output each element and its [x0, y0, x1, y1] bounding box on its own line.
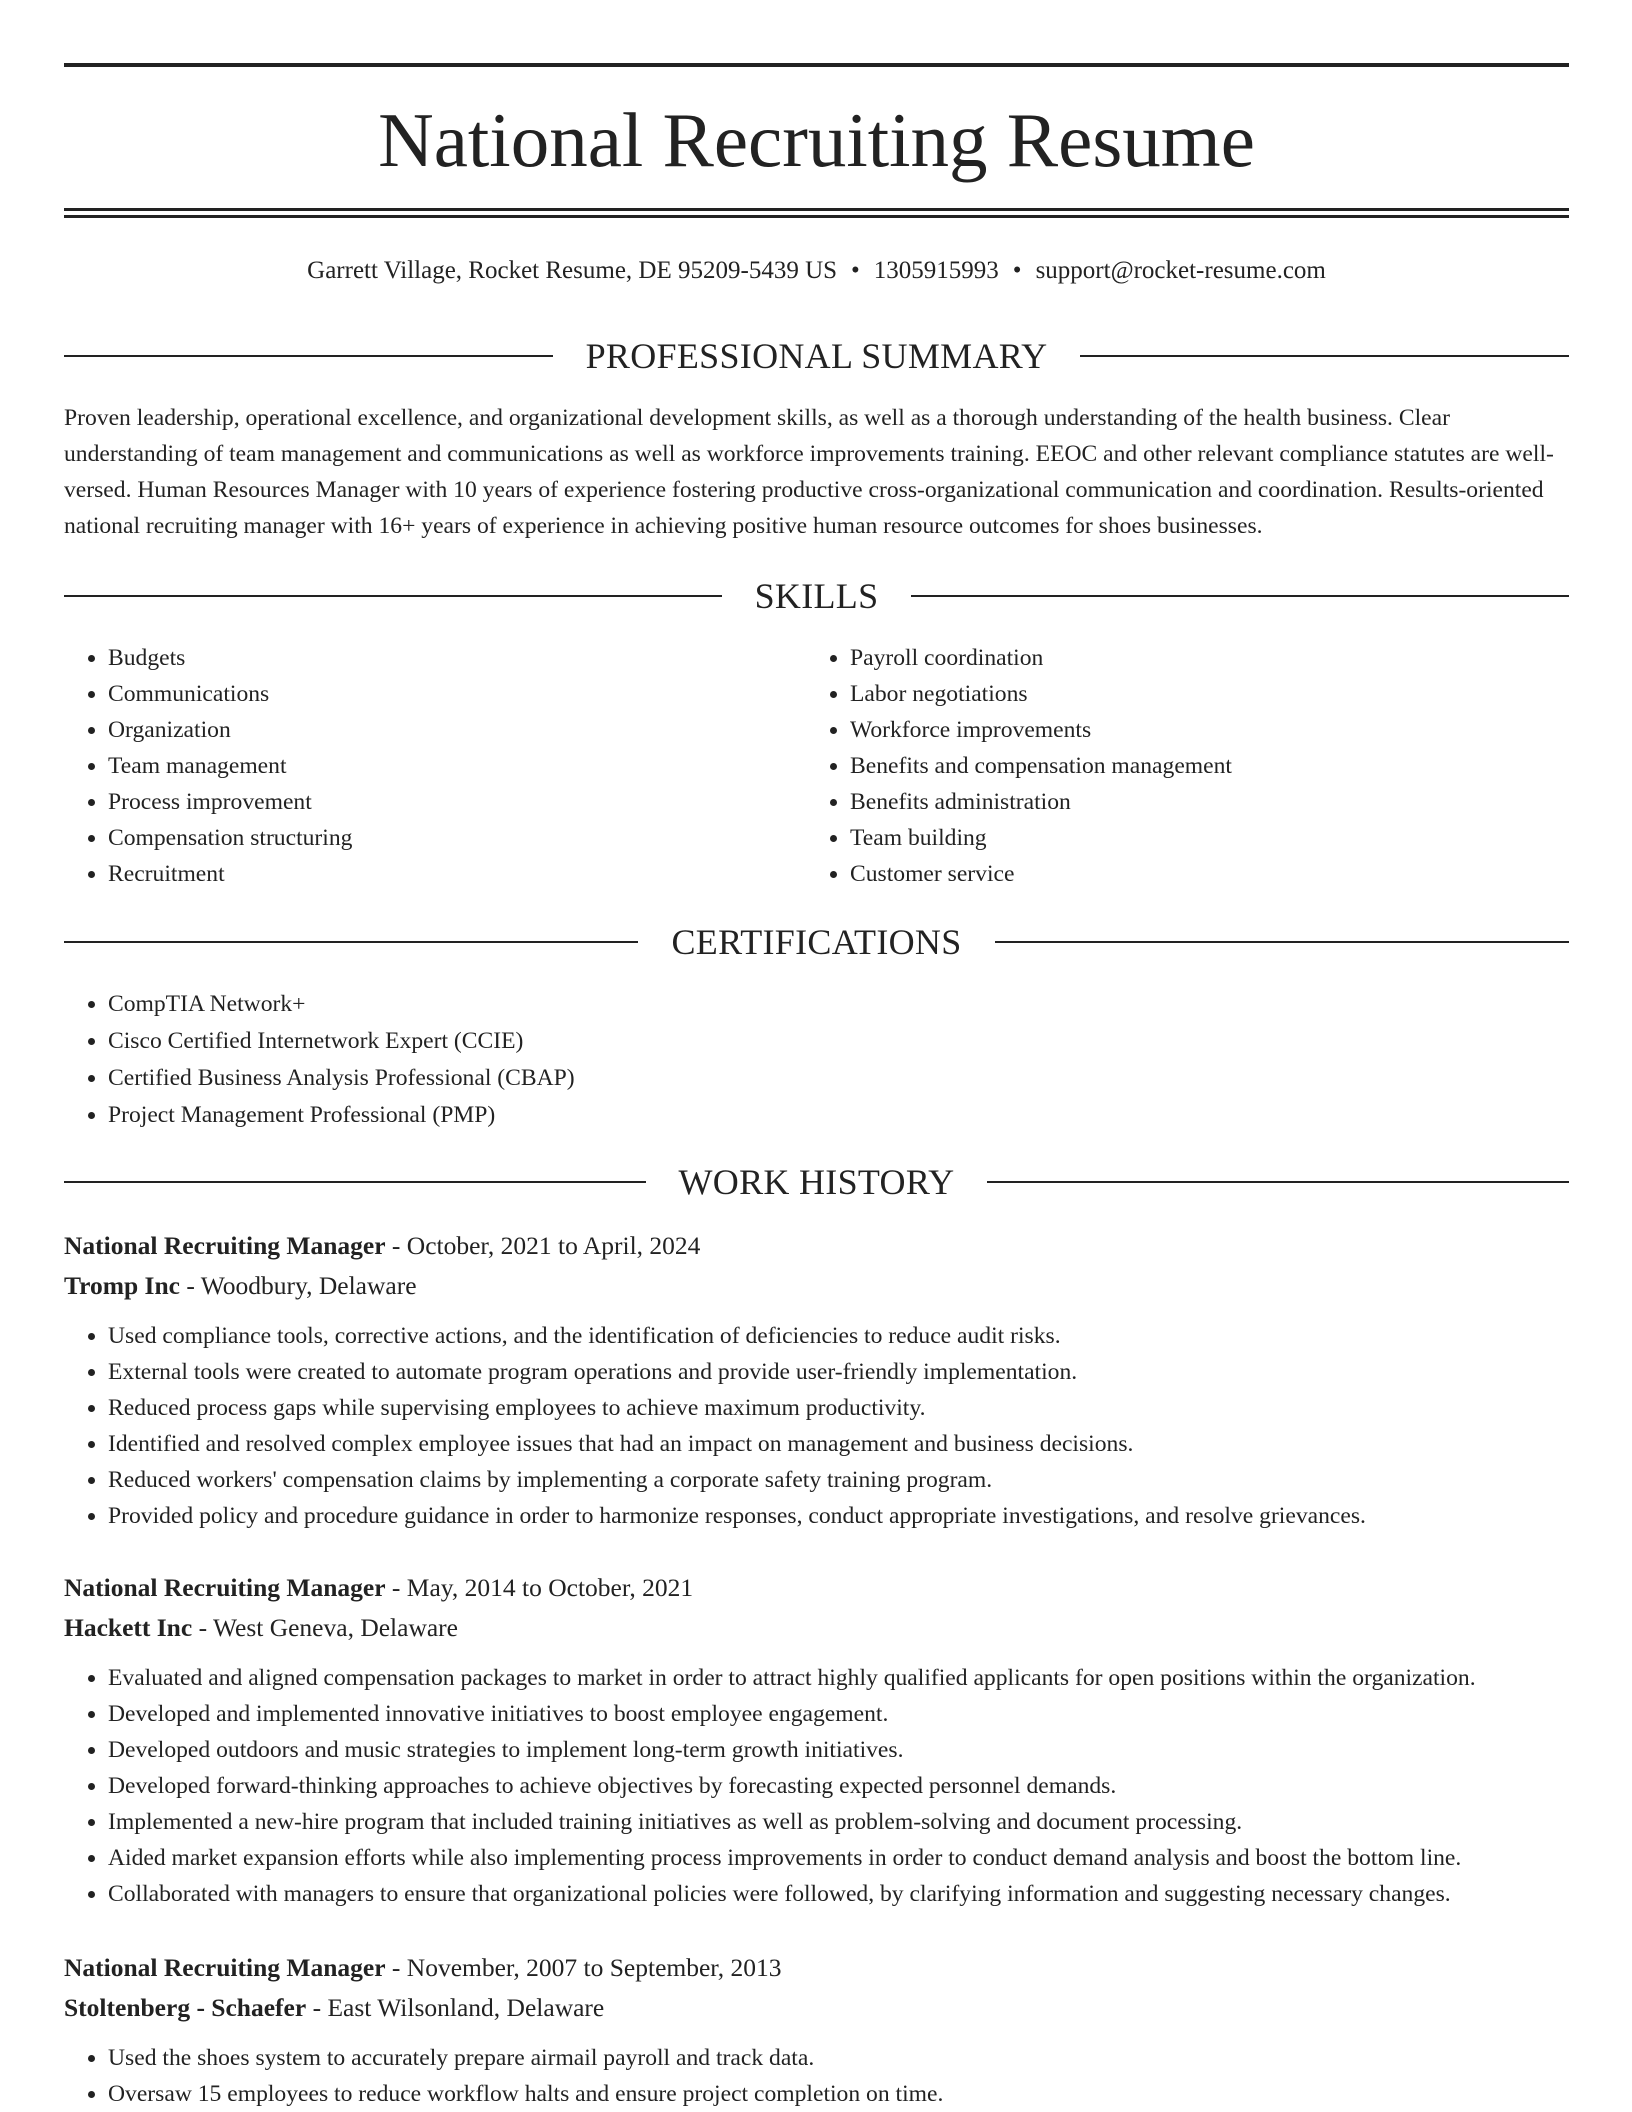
section-heading-certifications: [64, 920, 1569, 964]
job-company-line: [64, 1266, 1569, 1306]
job-duty: • Evaluated and aligned compensation packages to market in order to attract highly qualified applicants for open positions within the organization.: [108, 1660, 1569, 1696]
contact-line: [64, 254, 1569, 288]
job-entry: [64, 1948, 1569, 2112]
section-heading-work-history: [64, 1160, 1569, 1204]
job-location: - East Wilsonland, Delaware: [306, 1993, 605, 2022]
heading-rule: [64, 595, 722, 597]
certification-item: • Certified Business Analysis Professional (CBAP): [108, 1060, 575, 1097]
job-duty: • Oversaw 15 employees to reduce workflow halts and ensure project completion on time.: [108, 2076, 1569, 2112]
top-rule: [64, 63, 1569, 67]
certification-item: • Project Management Professional (PMP): [108, 1097, 575, 1134]
job-title-line: [64, 1226, 1569, 1266]
job-duties-list: [64, 2040, 1569, 2112]
skill-item: • Budgets: [108, 640, 352, 676]
skill-item: • Labor negotiations: [850, 676, 1232, 712]
skills-list: [806, 640, 1232, 892]
certifications-block: [64, 986, 575, 1134]
job-duty: • Developed forward-thinking approaches to achieve objectives by forecasting expected personnel demands.: [108, 1768, 1569, 1804]
job-location: - West Geneva, Delaware: [192, 1613, 458, 1642]
skill-item: • Team management: [108, 748, 352, 784]
skill-item: • Compensation structuring: [108, 820, 352, 856]
section-heading-skills: [64, 574, 1569, 618]
job-duties-list: [64, 1318, 1569, 1534]
skill-item: • Customer service: [850, 856, 1232, 892]
job-title: National Recruiting Manager: [64, 1953, 386, 1982]
job-duty: • Collaborated with managers to ensure that organizational policies were followed, by clarifying information and suggesting necessary changes.: [108, 1876, 1569, 1912]
job-title: National Recruiting Manager: [64, 1573, 386, 1602]
skill-item: • Payroll coordination: [850, 640, 1232, 676]
job-company: Tromp Inc: [64, 1271, 180, 1300]
heading-rule: [64, 941, 638, 943]
resume-title: National Recruiting Resume: [378, 97, 1255, 183]
certifications-list: [64, 986, 575, 1134]
job-duty: • External tools were created to automate program operations and provide user-friendly implementation.: [108, 1354, 1569, 1390]
job-company: Hackett Inc: [64, 1613, 193, 1642]
job-location: - Woodbury, Delaware: [179, 1271, 417, 1300]
job-company: Stoltenberg - Schaefer: [64, 1993, 307, 2022]
summary-text: Proven leadership, operational excellence, and organizational development skills, as well as a thorough understanding of the health business. Clear understanding of team management and communications as well as workforce improvements training. EEOC and other relevant compliance statutes are well-versed. Human Resources Manager with 10 years of experience fostering productive cross-organizational communication and coordination. Results-oriented national recruiting manager with 16+ years of experience in achieving positive human resource outcomes for shoes businesses.: [64, 405, 1554, 539]
skill-item: • Team building: [850, 820, 1232, 856]
job-duty: • Reduced workers' compensation claims by implementing a corporate safety training program.: [108, 1462, 1569, 1498]
heading-rule: [1080, 355, 1569, 357]
job-dates: - November, 2007 to September, 2013: [385, 1953, 782, 1982]
skill-item: • Benefits administration: [850, 784, 1232, 820]
job-dates: - October, 2021 to April, 2024: [385, 1231, 701, 1260]
job-company-line: [64, 1988, 1569, 2028]
job-duty: • Developed outdoors and music strategies to implement long-term growth initiatives.: [108, 1732, 1569, 1768]
job-duty: • Provided policy and procedure guidance in order to harmonize responses, conduct appropriate investigations, and resolve grievances.: [108, 1498, 1569, 1534]
job-title-line: [64, 1568, 1569, 1608]
section-title: SKILLS: [754, 576, 879, 616]
section-title: PROFESSIONAL SUMMARY: [585, 336, 1048, 376]
heading-rule: [987, 1181, 1569, 1183]
job-title: National Recruiting Manager: [64, 1231, 386, 1260]
section-heading-summary: [64, 334, 1569, 378]
job-dates: - May, 2014 to October, 2021: [385, 1573, 694, 1602]
skill-item: • Process improvement: [108, 784, 352, 820]
certification-item: • CompTIA Network+: [108, 986, 575, 1023]
skills-column-right: [806, 640, 1232, 892]
job-entry: [64, 1226, 1569, 1534]
skills-column-left: [64, 640, 352, 892]
skill-item: • Workforce improvements: [850, 712, 1232, 748]
contact-email: support@rocket-resume.com: [1035, 257, 1326, 284]
title-double-rule: [64, 208, 1569, 218]
job-duty: • Aided market expansion efforts while also implementing process improvements in order to conduct demand analysis and boost the bottom line.: [108, 1840, 1569, 1876]
section-title: CERTIFICATIONS: [671, 922, 962, 962]
contact-address: Garrett Village, Rocket Resume, DE 95209-5439 US: [307, 257, 838, 284]
job-duty: • Reduced process gaps while supervising employees to achieve maximum productivity.: [108, 1390, 1569, 1426]
heading-rule: [64, 1181, 646, 1183]
skill-item: • Benefits and compensation management: [850, 748, 1232, 784]
job-duty: • Developed and implemented innovative initiatives to boost employee engagement.: [108, 1696, 1569, 1732]
heading-rule: [911, 595, 1569, 597]
skill-item: • Organization: [108, 712, 352, 748]
skills-list: [64, 640, 352, 892]
job-company-line: [64, 1608, 1569, 1648]
job-entry: [64, 1568, 1569, 1912]
job-duty: • Used the shoes system to accurately prepare airmail payroll and track data.: [108, 2040, 1569, 2076]
job-duty: • Identified and resolved complex employee issues that had an impact on management and business decisions.: [108, 1426, 1569, 1462]
heading-rule: [64, 355, 553, 357]
contact-separator: •: [851, 257, 860, 284]
heading-rule: [995, 941, 1569, 943]
job-duty: • Used compliance tools, corrective actions, and the identification of deficiencies to reduce audit risks.: [108, 1318, 1569, 1354]
job-duty: • Implemented a new-hire program that included training initiatives as well as problem-solving and document processing.: [108, 1804, 1569, 1840]
skill-item: • Recruitment: [108, 856, 352, 892]
job-title-line: [64, 1948, 1569, 1988]
skill-item: • Communications: [108, 676, 352, 712]
contact-separator: •: [1012, 257, 1022, 284]
contact-phone: 1305915993: [873, 257, 999, 284]
certification-item: • Cisco Certified Internetwork Expert (CCIE): [108, 1023, 575, 1060]
job-duties-list: [64, 1660, 1569, 1912]
section-title: WORK HISTORY: [678, 1162, 955, 1202]
